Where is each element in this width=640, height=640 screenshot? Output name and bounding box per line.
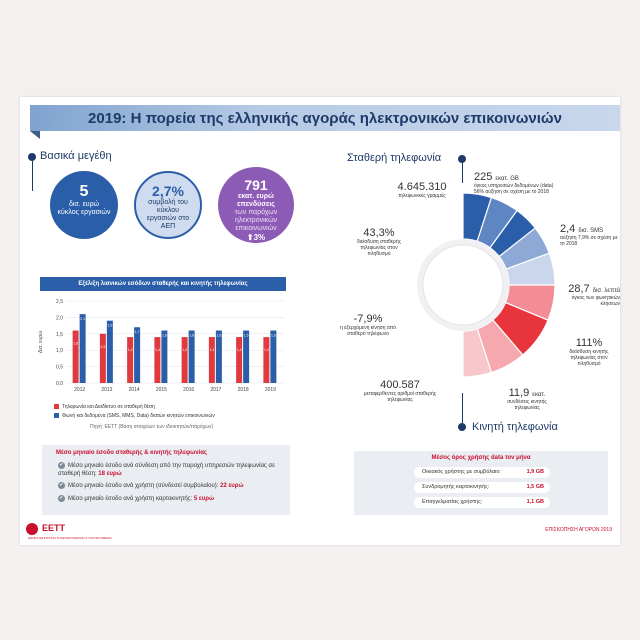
revenue-bubble (50, 171, 118, 239)
bar-data-label: 1,4 (263, 348, 269, 353)
legend-swatch-blue (54, 413, 59, 418)
key-figures-heading: Βασικά μεγέθη (40, 150, 112, 162)
bar (161, 331, 167, 383)
bar-data-label: 1,4 (127, 348, 133, 353)
x-tick-label: 2018 (237, 387, 249, 393)
arrow-up-icon: ⬆ (246, 233, 254, 242)
section-line (462, 163, 463, 183)
footer-right: ΕΠΙΣΚΟΠΗΣΗ ΑΓΟΡΩΝ 2019 (545, 527, 612, 533)
x-tick-label: 2016 (183, 387, 195, 393)
title-banner (30, 105, 620, 131)
bar (134, 327, 140, 383)
mobile-minutes-stat: 28,7 δισ. λεπτά όγκος των φωνητικών κλήσεων (568, 283, 620, 307)
investment-value: 791 (244, 177, 268, 193)
y-tick-label: 2,5 (56, 299, 63, 305)
usage-row-2: Συνδρομητής καρτοκινητής: 1,5 GB (414, 482, 550, 493)
bar-data-label: 1,7 (134, 330, 140, 335)
bar (154, 337, 160, 383)
y-tick-label: 2,0 (56, 315, 63, 322)
page-title: 2019: Η πορεία της ελληνικής αγοράς ηλεκτρονικών επικοινωνιών (88, 110, 562, 127)
fixed-penetration-stat: 43,3% διείσδυση σταθερής τηλεφωνίας στον πληθυσμό (356, 227, 402, 257)
mobile-subscriptions-stat: 11,9 εκατ. συνδέσεις κινητής τηλεφωνίας (507, 387, 547, 411)
revenue-bar-chart (34, 295, 290, 399)
investment-bubble (218, 167, 294, 250)
data-usage-title: Μέσος όρος χρήσης data τον μήνα (431, 455, 531, 461)
bar (270, 331, 276, 383)
bar-data-label: 1,9 (107, 323, 113, 328)
fixed-ported-stat: 400.587 μεταφερθέντες αριθμοί σταθερής τηλεφωνίας (363, 379, 437, 403)
bar-data-label: 1,6 (189, 333, 195, 338)
x-tick-label: 2014 (128, 387, 140, 393)
bar (107, 321, 113, 383)
investment-unit: εκατ. ευρώ επενδύσεις (237, 193, 275, 208)
mobile-sms-stat: 2,4 δισ. SMS αύξηση 7,9% σε σχέση με το 2018 (560, 223, 618, 247)
investment-label: των παρόχων ηλεκτρονικών επικοινωνιών (234, 209, 278, 232)
gdp-value: 2,7% (152, 183, 184, 199)
bar (263, 337, 269, 383)
revenue-label: κύκλος εργασιών (57, 209, 111, 216)
bar-data-label: 1,6 (270, 333, 276, 338)
eett-logo-text: ΕΕΤΤ (42, 523, 66, 533)
fixed-heading: Σταθερή τηλεφωνία (347, 152, 442, 164)
bar-data-label: 1,5 (100, 344, 106, 349)
legend-fixed: Τηλεφωνία και Διαδίκτυο σε σταθερή θέση (54, 404, 155, 410)
avg-revenue-box (42, 445, 290, 515)
legend-mobile: Φωνή και δεδομένα (SMS, MMS, Data) διατών κινητών επικοινωνιών (54, 413, 215, 419)
bar (236, 337, 242, 383)
y-tick-label: 0,0 (56, 381, 63, 387)
bar (216, 331, 222, 383)
check-icon: ✔ (59, 495, 64, 501)
investment-change-label: σε σχέση με το 2018 (224, 243, 288, 250)
section-dot (458, 423, 466, 431)
section-dot (28, 153, 36, 161)
telecom-donut (363, 185, 563, 385)
avg-revenue-title: Μέσο μηνιαίο έσοδο σταθερής & κινητής τηλεφωνίας (56, 450, 208, 456)
y-axis-label: Δισ. ευρώ (38, 330, 44, 354)
bar-data-label: 1,6 (73, 341, 79, 346)
bar (209, 337, 215, 383)
usage-row-3: Επαγγελματίας χρήστης: 1,1 GB (414, 497, 550, 508)
bar (100, 334, 106, 383)
section-line (32, 161, 33, 191)
bar-data-label: 2,1 (80, 317, 86, 322)
bar (127, 337, 133, 383)
infographic-sheet (20, 97, 620, 545)
avg-row-2: ✔ Μέσο μηνιαίο έσοδο ανά χρήστη (σύνδεσεί συμβολαίου): 22 ευρώ (59, 482, 244, 490)
bar-data-label: 1,4 (236, 348, 242, 353)
section-line (462, 393, 463, 423)
chart-title: Εξέλιξη λιανικών εσόδων σταθερής και κινητής τηλεφωνίας (40, 277, 286, 291)
y-tick-label: 1,5 (56, 331, 63, 338)
eett-logo-sub: ΕΘΝΙΚΗ ΕΠΙΤΡΟΠΗ ΤΗΛΕΠΙΚΟΙΝΩΝΙΩΝ & ΤΑΧΥΔΡΟΜΕΙΩΝ (28, 536, 112, 540)
bar-data-label: 1,4 (182, 348, 188, 353)
gdp-bubble (134, 171, 202, 239)
x-tick-label: 2012 (74, 387, 86, 393)
bar-data-label: 1,6 (243, 333, 249, 338)
check-icon: ✔ (59, 462, 64, 468)
mobile-heading: Κινητή τηλεφωνία (472, 421, 558, 433)
chart-source: Πηγή: ΕΕΤΤ (Βάση στοιχείων των ιδιοκτητών/πάρόχων) (90, 424, 214, 430)
fixed-traffic-stat: -7,9% η εξερχόμενη κίνηση από σταθερό τηλέφωνο (339, 313, 397, 337)
bar-data-label: 1,6 (216, 333, 222, 338)
bar (73, 331, 79, 383)
avg-row-3: ✔ Μέσο μηνιαίο έσοδο ανά χρήστη καρτοκινητής: 5 ευρώ (59, 495, 215, 503)
x-tick-label: 2017 (210, 387, 222, 393)
bar-data-label: 1,4 (154, 348, 160, 353)
bar (80, 314, 86, 383)
x-tick-label: 2013 (101, 387, 113, 393)
mobile-penetration-stat: 111% διείσδυση κινητής τηλεφωνίας στον πληθυσμό (569, 337, 609, 367)
eett-logo-icon (26, 523, 38, 535)
bar (189, 331, 195, 383)
fixed-lines-stat: 4.645.310 τηλεφωνικές γραμμές (397, 181, 447, 199)
bar-data-label: 1,6 (161, 333, 167, 338)
legend-swatch-red (54, 404, 59, 409)
revenue-unit: δισ. ευρώ (68, 201, 100, 208)
y-tick-label: 0,5 (56, 364, 63, 371)
investment-change: ⬆3% (246, 233, 266, 242)
section-dot (458, 155, 466, 163)
x-tick-label: 2015 (155, 387, 167, 393)
gdp-label: συμβολή του κύκλου εργασιών στο ΑΕΠ (146, 199, 190, 230)
revenue-value: 5 (79, 183, 89, 200)
y-tick-label: 1,0 (56, 348, 63, 355)
avg-row-1: ✔ Μέσο μηνιαίο έσοδο ανά σύνδεση από την παροχή υπηρεσιών τηλεφωνίας σε σταθερή θέση: 18 ευρώ (58, 462, 275, 478)
bar (243, 331, 249, 383)
x-tick-label: 2019 (264, 387, 276, 393)
usage-row-1: Οικιακός χρήστης με συμβόλαιο: 1,9 GB (414, 467, 550, 478)
check-icon: ✔ (59, 482, 64, 488)
donut-center (423, 245, 503, 325)
mobile-data-stat: 225 εκατ. GB όγκος υπηρεσιών δεδομένων (data) 56% αύξηση σε σχέση με το 2018 (474, 171, 554, 195)
bar (182, 337, 188, 383)
bar-data-label: 1,4 (209, 348, 215, 353)
